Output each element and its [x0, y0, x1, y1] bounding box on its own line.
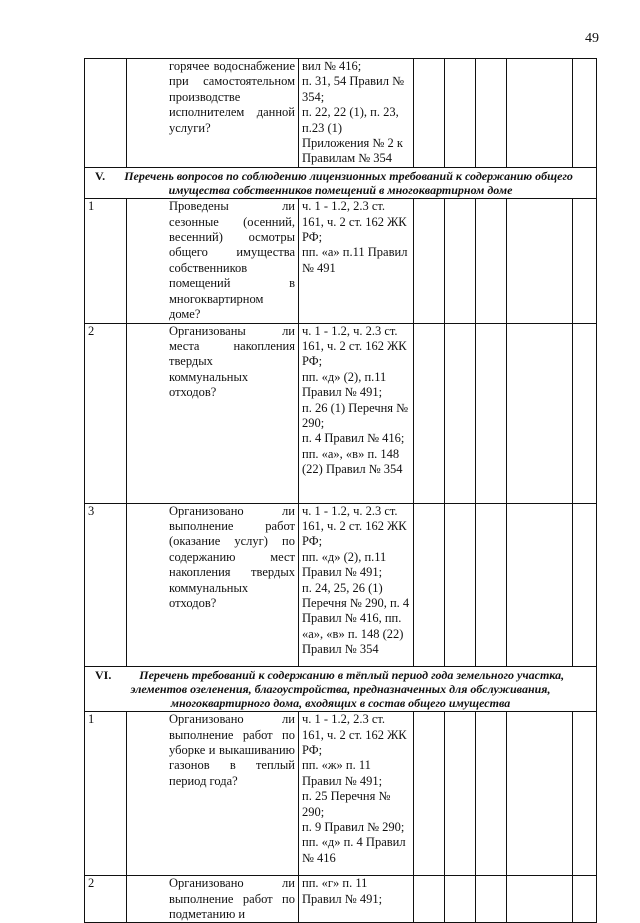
answer-na-cell: [476, 199, 507, 323]
answer-na-cell: [476, 59, 507, 168]
extra-cell: [573, 503, 597, 666]
extra-cell: [573, 59, 597, 168]
page-number: 49: [585, 31, 599, 46]
section-number: V.: [95, 168, 106, 183]
row-number: [85, 59, 127, 168]
row-number: 1: [85, 712, 127, 876]
extra-cell: [573, 323, 597, 503]
answer-na-cell: [476, 503, 507, 666]
table-row: [85, 59, 597, 168]
answer-yes-cell: [414, 199, 445, 323]
section-header-row: [85, 167, 597, 198]
answer-no-cell: [445, 503, 476, 666]
section-title: Перечень требований к содержанию в тёплый период года земельного участка, элементов озеленения, благоустройства, предназначенных для обслуживания, многоквартирного дома, входящих в состав общего имущества: [130, 667, 565, 710]
note-cell: [507, 876, 573, 923]
table-row: [85, 503, 597, 666]
section-header-row: [85, 666, 597, 712]
question-cell: [127, 876, 299, 923]
section-title: Перечень вопросов по соблюдению лицензионных требований к содержанию общего имущества собственников помещений в многоквартирном доме: [124, 168, 573, 198]
extra-cell: [573, 199, 597, 323]
row-number: 2: [85, 323, 127, 503]
answer-yes-cell: [414, 323, 445, 503]
extra-cell: [573, 712, 597, 876]
answer-na-cell: [476, 712, 507, 876]
note-cell: [507, 503, 573, 666]
legal-reference-cell: ч. 1 - 1.2, 2.3 ст. 161, ч. 2 ст. 162 ЖК РФ; пп. «ж» п. 11 Правил № 491; п. 25 Перечня № 290; п. 9 Правил № 290; пп. «д» п. 4 Правил № 416: [299, 712, 414, 876]
answer-no-cell: [445, 199, 476, 323]
note-cell: [507, 712, 573, 876]
answer-yes-cell: [414, 876, 445, 923]
legal-reference-cell: ч. 1 - 1.2, 2.3 ст. 161, ч. 2 ст. 162 ЖК РФ; пп. «а» п.11 Правил № 491: [299, 199, 414, 323]
note-cell: [507, 323, 573, 503]
question-cell: [127, 503, 299, 666]
note-cell: [507, 59, 573, 168]
answer-yes-cell: [414, 503, 445, 666]
question-text: Организовано ли выполнение работ (оказание услуг) по содержанию мест накопления твердых коммунальных отходов?: [169, 503, 295, 610]
note-cell: [507, 199, 573, 323]
legal-reference-cell: ч. 1 - 1.2, ч. 2.3 ст. 161, ч. 2 ст. 162 ЖК РФ; пп. «д» (2), п.11 Правил № 491; п. 26 (1) Перечня № 290; п. 4 Правил № 416; пп. «а», «в» п. 148 (22) Правил № 354: [299, 323, 414, 503]
question-text: Проведены ли сезонные (осенний, весенний) осмотры общего имущества собственников помещений в многоквартирном доме?: [169, 199, 295, 322]
question-cell: [127, 59, 299, 168]
row-number: 2: [85, 876, 127, 923]
table-row: [85, 876, 597, 923]
question-cell: [127, 712, 299, 876]
row-number: 1: [85, 199, 127, 323]
answer-no-cell: [445, 712, 476, 876]
question-text: горячее водоснабжение при самостоятельном производстве исполнителем данной услуги?: [169, 59, 295, 135]
legal-reference-cell: ч. 1 - 1.2, ч. 2.3 ст. 161, ч. 2 ст. 162 ЖК РФ; пп. «д» (2), п.11 Правил № 491; п. 24, 25, 26 (1) Перечня № 290, п. 4 Правил № 416, пп. «а», «в» п. 148 (22) Правил № 354: [299, 503, 414, 666]
question-cell: [127, 323, 299, 503]
answer-no-cell: [445, 59, 476, 168]
legal-reference-cell: пп. «г» п. 11 Правил № 491;: [299, 876, 414, 923]
inspection-checklist-table: [84, 58, 597, 923]
table-row: [85, 323, 597, 503]
table-row: [85, 712, 597, 876]
answer-na-cell: [476, 876, 507, 923]
answer-no-cell: [445, 323, 476, 503]
legal-reference-cell: вил № 416; п. 31, 54 Правил № 354; п. 22, 22 (1), п. 23, п.23 (1) Приложения № 2 к Правилам № 354: [299, 59, 414, 168]
question-text: Организованы ли места накопления твердых коммунальных отходов?: [169, 323, 295, 400]
answer-no-cell: [445, 876, 476, 923]
section-header: [85, 666, 597, 712]
question-text: Организовано ли выполнение работ по уборке и выкашиванию газонов в теплый период года?: [169, 712, 295, 788]
answer-yes-cell: [414, 59, 445, 168]
section-header: [85, 167, 597, 198]
table-row: [85, 199, 597, 323]
row-number: 3: [85, 503, 127, 666]
question-cell: [127, 199, 299, 323]
answer-na-cell: [476, 323, 507, 503]
answer-yes-cell: [414, 712, 445, 876]
question-text: Организовано ли выполнение работ по подметанию и: [169, 876, 295, 921]
extra-cell: [573, 876, 597, 923]
section-number: VI.: [95, 667, 112, 682]
